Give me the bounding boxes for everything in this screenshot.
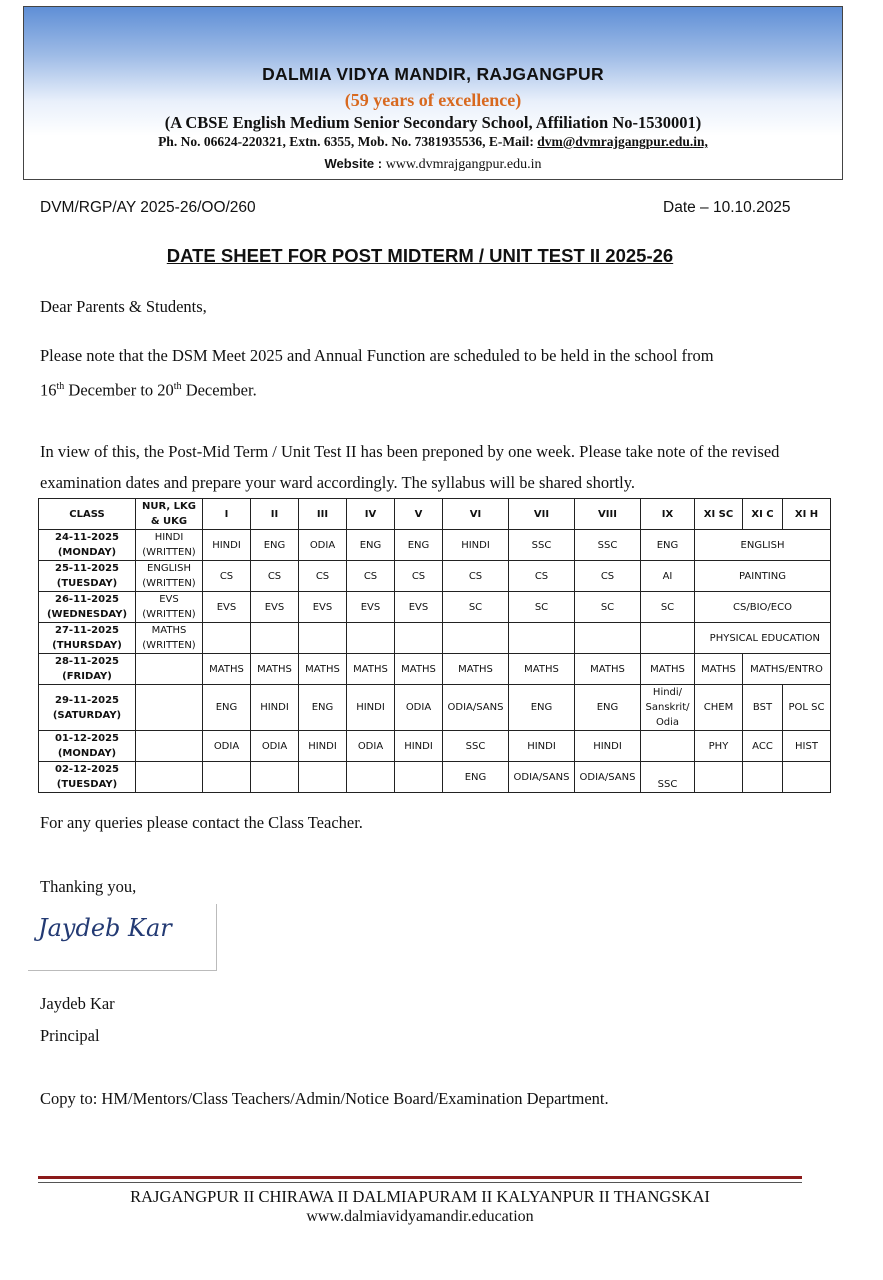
cell: CS: [509, 561, 575, 592]
cell: AI: [641, 561, 695, 592]
cell: POL SC: [783, 685, 831, 731]
cell: ODIA/SANS: [443, 685, 509, 731]
cell: [395, 623, 443, 654]
cell: ENGLISH (WRITTEN): [136, 561, 203, 592]
cell: [395, 762, 443, 793]
cell: [136, 762, 203, 793]
cell: BST: [743, 685, 783, 731]
letterhead: [23, 6, 843, 180]
cell: HINDI (WRITTEN): [136, 530, 203, 561]
cell: HINDI: [299, 731, 347, 762]
cell: CS: [299, 561, 347, 592]
cell: [783, 762, 831, 793]
cell: ODIA: [347, 731, 395, 762]
table-row: [39, 561, 831, 592]
cell: CS/BIO/ECO: [695, 592, 831, 623]
cell: ODIA: [395, 685, 443, 731]
queries-note: For any queries please contact the Class Teacher.: [40, 813, 363, 832]
col-header: NUR, LKG & UKG: [136, 499, 203, 530]
cell: CS: [251, 561, 299, 592]
school-affiliation: (A CBSE English Medium Senior Secondary School, Affiliation No-1530001): [164, 113, 702, 132]
col-header: VI: [443, 499, 509, 530]
cell: [641, 731, 695, 762]
cell: MATHS: [695, 654, 743, 685]
cell: [251, 762, 299, 793]
phone-text: Ph. No. 06624-220321, Extn. 6355, Mob. No. 7381935536, E-Mail:: [158, 134, 538, 149]
cell: SSC: [509, 530, 575, 561]
date-cell: 26-11-2025 (WEDNESDAY): [39, 592, 136, 623]
cell: ODIA/SANS: [575, 762, 641, 793]
cell: ENG: [299, 685, 347, 731]
cell: MATHS: [251, 654, 299, 685]
table-row: [39, 762, 831, 793]
copy-to: Copy to: HM/Mentors/Class Teachers/Admin/Notice Board/Examination Department.: [40, 1089, 609, 1108]
date-sheet-table: [38, 498, 831, 793]
cell: [251, 623, 299, 654]
salutation: Dear Parents & Students,: [40, 297, 207, 316]
col-header: IV: [347, 499, 395, 530]
footer-rule-thin: [38, 1182, 802, 1183]
cell: SC: [443, 592, 509, 623]
cell: SC: [641, 592, 695, 623]
cell: CS: [203, 561, 251, 592]
cell: MATHS: [395, 654, 443, 685]
cell: HINDI: [575, 731, 641, 762]
cell: ODIA: [203, 731, 251, 762]
cell: EVS: [347, 592, 395, 623]
cell: HINDI: [443, 530, 509, 561]
cell: PHYSICAL EDUCATION: [695, 623, 831, 654]
school-tagline: (59 years of excellence): [344, 90, 522, 110]
table-row: [39, 731, 831, 762]
table-header-row: [39, 499, 831, 530]
cell: [509, 623, 575, 654]
cell: SSC: [641, 762, 695, 793]
signatory-name: Jaydeb Kar: [40, 994, 115, 1013]
col-header: III: [299, 499, 347, 530]
cell: SSC: [575, 530, 641, 561]
cell: [443, 623, 509, 654]
cell: [695, 762, 743, 793]
cell: MATHS: [443, 654, 509, 685]
cell: MATHS: [299, 654, 347, 685]
cell: ENG: [443, 762, 509, 793]
cell: EVS: [299, 592, 347, 623]
cell: ENGLISH: [695, 530, 831, 561]
cell: PHY: [695, 731, 743, 762]
cell: MATHS/ENTRO: [743, 654, 831, 685]
cell: [203, 762, 251, 793]
col-header: IX: [641, 499, 695, 530]
cell: PAINTING: [695, 561, 831, 592]
cell: HINDI: [395, 731, 443, 762]
cell: [299, 762, 347, 793]
cell: [743, 762, 783, 793]
cell: MATHS: [347, 654, 395, 685]
footer-rule: [38, 1176, 802, 1179]
footer-branches: RAJGANGPUR II CHIRAWA II DALMIAPURAM II KALYANPUR II THANGSKAI: [130, 1187, 710, 1206]
col-header: VII: [509, 499, 575, 530]
col-header: I: [203, 499, 251, 530]
cell: HINDI: [203, 530, 251, 561]
col-header: XI H: [783, 499, 831, 530]
cell: ACC: [743, 731, 783, 762]
cell: EVS: [203, 592, 251, 623]
cell: SC: [509, 592, 575, 623]
cell: [136, 685, 203, 731]
table-row: [39, 530, 831, 561]
col-header: XI C: [743, 499, 783, 530]
date-cell: 27-11-2025 (THURSDAY): [39, 623, 136, 654]
website-link[interactable]: www.dvmrajgangpur.edu.in: [385, 157, 542, 172]
page-title: DATE SHEET FOR POST MIDTERM / UNIT TEST II 2025-26: [166, 245, 674, 266]
cell: ENG: [641, 530, 695, 561]
date-cell: 24-11-2025 (MONDAY): [39, 530, 136, 561]
cell: [136, 654, 203, 685]
cell: CS: [347, 561, 395, 592]
cell: HINDI: [509, 731, 575, 762]
cell: [299, 623, 347, 654]
cell: HIST: [783, 731, 831, 762]
date-cell: 02-12-2025 (TUESDAY): [39, 762, 136, 793]
notice-paragraph: Please note that the DSM Meet 2025 and Annual Function are scheduled to be held in the school from 16th December to 20th December.: [40, 346, 714, 400]
cell: HINDI: [347, 685, 395, 731]
date-cell: 25-11-2025 (TUESDAY): [39, 561, 136, 592]
cell: ENG: [203, 685, 251, 731]
cell: ENG: [575, 685, 641, 731]
col-header: VIII: [575, 499, 641, 530]
cell: [203, 623, 251, 654]
school-name: DALMIA VIDYA MANDIR, RAJGANGPUR: [262, 64, 604, 84]
closing: Thanking you,: [40, 877, 137, 896]
cell: HINDI: [251, 685, 299, 731]
cell: MATHS (WRITTEN): [136, 623, 203, 654]
cell: EVS (WRITTEN): [136, 592, 203, 623]
cell: Hindi/ Sanskrit/ Odia: [641, 685, 695, 731]
email-link[interactable]: dvm@dvmrajgangpur.edu.in,: [537, 134, 708, 149]
cell: [641, 623, 695, 654]
cell: [347, 623, 395, 654]
signature-script: Jaydeb Kar: [38, 914, 172, 942]
website-label: Website :: [324, 156, 386, 171]
col-header: XI SC: [695, 499, 743, 530]
footer-website[interactable]: www.dalmiavidyamandir.education: [306, 1208, 534, 1225]
cell: ODIA: [251, 731, 299, 762]
cell: SSC: [443, 731, 509, 762]
cell: CS: [575, 561, 641, 592]
col-header: II: [251, 499, 299, 530]
cell: ODIA: [299, 530, 347, 561]
cell: CS: [443, 561, 509, 592]
website-line: [24, 156, 842, 173]
cell: ENG: [251, 530, 299, 561]
preponed-paragraph: In view of this, the Post-Mid Term / Unit Test II has been preponed by one week. Please take note of the revised examination dates and prepare your ward accordingly. The syllabus will be shared shortly.: [40, 442, 780, 492]
cell: EVS: [251, 592, 299, 623]
reference-number: DVM/RGP/AY 2025-26/OO/260: [40, 199, 256, 216]
date-cell: 28-11-2025 (FRIDAY): [39, 654, 136, 685]
cell: CHEM: [695, 685, 743, 731]
signatory-designation: Principal: [40, 1026, 100, 1045]
date-cell: 01-12-2025 (MONDAY): [39, 731, 136, 762]
cell: [575, 623, 641, 654]
cell: CS: [395, 561, 443, 592]
cell: MATHS: [509, 654, 575, 685]
cell: [136, 731, 203, 762]
cell: ENG: [347, 530, 395, 561]
cell: ENG: [395, 530, 443, 561]
cell: MATHS: [203, 654, 251, 685]
table-row: [39, 592, 831, 623]
contact-line: [24, 134, 842, 150]
cell: MATHS: [575, 654, 641, 685]
signature: [28, 904, 217, 971]
letter-date: Date – 10.10.2025: [663, 199, 791, 216]
table-row: [39, 685, 831, 731]
col-header: CLASS: [39, 499, 136, 530]
cell: ENG: [509, 685, 575, 731]
cell: EVS: [395, 592, 443, 623]
date-cell: 29-11-2025 (SATURDAY): [39, 685, 136, 731]
cell: SC: [575, 592, 641, 623]
cell: MATHS: [641, 654, 695, 685]
col-header: V: [395, 499, 443, 530]
cell: ODIA/SANS: [509, 762, 575, 793]
table-row: [39, 654, 831, 685]
cell: [347, 762, 395, 793]
table-row: [39, 623, 831, 654]
